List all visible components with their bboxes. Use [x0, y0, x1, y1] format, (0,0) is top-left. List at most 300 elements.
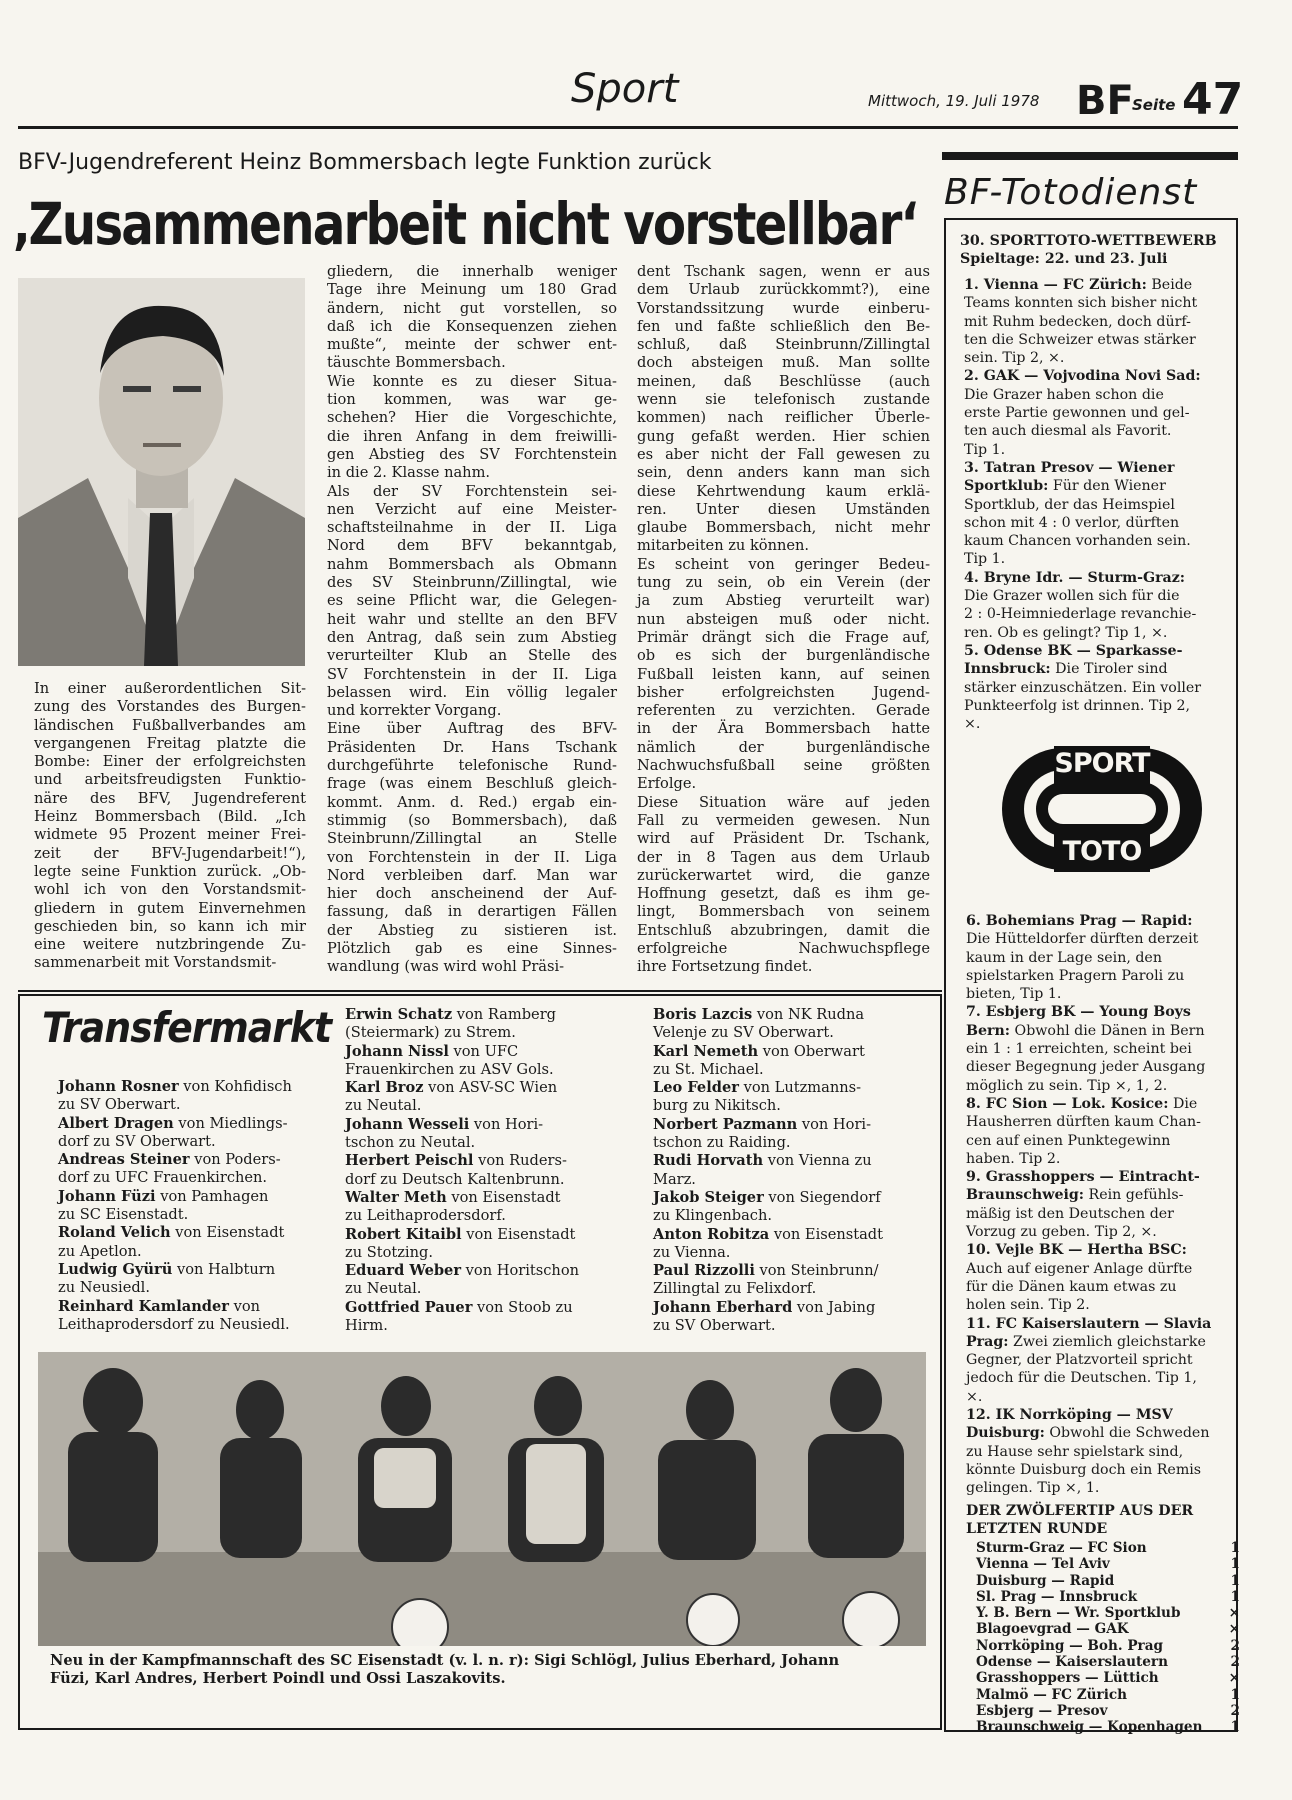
line-text: mäßig ist den Deutschen der [966, 1205, 1174, 1222]
text-line [653, 1299, 916, 1317]
text-line: wandlung (was wird wohl Präsi- [327, 958, 565, 976]
bold-name: 8. FC Sion — Lok. Kosice: [966, 1095, 1169, 1112]
line-text: Hirm. [345, 1317, 388, 1335]
bold-name: Jakob Steiger [653, 1188, 764, 1206]
text-line [58, 1224, 323, 1242]
text-line: und arbeitsfreudigsten Funktio- [34, 771, 306, 789]
text-line [653, 1134, 916, 1152]
bold-name: 1. Vienna — FC Zürich: [964, 277, 1147, 293]
text-line: Diese Situation wäre auf jeden [637, 793, 930, 811]
text-line [966, 1369, 1232, 1387]
text-line: zeit der BFV-Jugendarbeit!“), [34, 844, 306, 862]
line-text: zu Neutal. [345, 1280, 422, 1298]
text-line [964, 441, 1230, 459]
text-line [964, 550, 1230, 568]
text-line [653, 1244, 916, 1262]
text-line [345, 1244, 619, 1262]
text-line [345, 1134, 619, 1152]
line-text: von ASV-SC Wien [423, 1079, 558, 1097]
text-line: nämlich der burgenländische [637, 738, 930, 756]
text-line: vergangenen Freitag platzte die [34, 734, 306, 752]
toto-tips-6-12 [966, 912, 1232, 1498]
bold-name: Boris Lazcis [653, 1006, 753, 1023]
text-line: DER ZWÖLFERTIP AUS DER [966, 1503, 1194, 1519]
text-line: dem Urlaub zurückkommt?), eine [637, 281, 930, 299]
text-line: ändern, nicht gut vorstellen, so [327, 299, 617, 317]
line-text: zu Apetlon. [58, 1242, 142, 1260]
text-line [345, 1043, 619, 1061]
line-text: Zillingtal zu Felixdorf. [653, 1280, 817, 1298]
text-line [345, 1006, 619, 1024]
bold-name: Erwin Schatz [345, 1006, 453, 1023]
bold-name: Rudi Horvath [653, 1152, 764, 1170]
text-line: mitarbeiten zu können. [637, 537, 810, 555]
bold-name: 2. GAK — Vojvodina Novi Sad: [964, 368, 1201, 385]
text-line [58, 1243, 323, 1261]
text-line [345, 1317, 619, 1335]
text-line [653, 1152, 916, 1170]
text-line: belassen wird. Ein völlig legaler [327, 683, 617, 701]
bold-name: Bern: [966, 1022, 1011, 1039]
text-line: Eine über Auftrag des BFV- [327, 720, 617, 738]
text-line: durchgeführte telefonische Rund- [327, 757, 617, 775]
text-line [345, 1079, 619, 1097]
text-line: gung gefaßt werden. Hier schien [637, 427, 930, 445]
result-row [976, 1687, 1240, 1703]
bold-name: 3. Tatran Presov — Wiener [964, 459, 1175, 476]
result-row [976, 1703, 1240, 1719]
text-line: Steinbrunn/Zillingtal an Stelle [327, 830, 617, 848]
toto-title: BF-Totodienst [944, 172, 1198, 213]
text-line: stimmig (so Bommersbach), daß [327, 811, 617, 829]
line-text: von Ruders- [473, 1152, 567, 1170]
text-line [964, 386, 1230, 404]
text-line: heit wahr und stellte an den BFV [327, 610, 617, 628]
line-text: kaum in der Lage sein, den [966, 949, 1162, 966]
line-text: erste Partie gewonnen und gel- [964, 405, 1190, 422]
result-row [976, 1573, 1240, 1589]
result-match: Sl. Prag — Innsbruck [976, 1588, 1138, 1605]
text-line [345, 1152, 619, 1170]
line-text: Hausherren dürften kaum Chan- [966, 1114, 1201, 1131]
result-match: Y. B. Bern — Wr. Sportklub [976, 1605, 1181, 1622]
text-line [966, 1168, 1232, 1186]
result-match: Odense — Kaiserslautern [976, 1654, 1168, 1671]
result-match: Braunschweig — Kopenhagen [976, 1719, 1203, 1736]
text-line [58, 1206, 323, 1224]
bold-name: 4. Bryne Idr. — Sturm-Graz: [964, 569, 1186, 586]
transfer-column-3 [653, 1006, 916, 1335]
text-line [966, 1315, 1232, 1333]
result-tip: 1 [1230, 1588, 1240, 1605]
line-text: Beide [1146, 277, 1193, 293]
line-text: holen sein. Tip 2. [966, 1297, 1090, 1314]
bold-name: Karl Broz [345, 1079, 424, 1097]
text-line: wenn sie telefonisch zustande [637, 391, 930, 409]
line-text: stärker einzuschätzen. Ein voller [964, 679, 1202, 696]
text-line [345, 1280, 619, 1298]
text-line [653, 1079, 916, 1097]
text-line [58, 1261, 323, 1279]
bold-name: Johann Füzi [58, 1187, 156, 1205]
bold-name: 7. Esbjerg BK — Young Boys [966, 1004, 1191, 1021]
line-text: von Vienna zu [763, 1152, 872, 1170]
line-text: Die Grazer wollen sich für die [964, 588, 1180, 605]
text-line: tung zu sein, ob ein Verein (der [637, 574, 930, 592]
line-text: von Stoob zu [472, 1298, 573, 1316]
article-bottom-rule [18, 990, 942, 992]
line-text: mit Ruhm bedecken, doch dürf- [964, 313, 1191, 330]
result-match: Malmö — FC Zürich [976, 1686, 1128, 1703]
result-match: Blagoevgrad — GAK [976, 1621, 1129, 1638]
text-line [964, 477, 1230, 495]
text-line [345, 1262, 619, 1280]
text-line [964, 569, 1230, 587]
result-tip: × [1228, 1605, 1240, 1622]
line-text: von Poders- [189, 1151, 281, 1169]
text-line: Vorstandssitzung wurde einberu- [637, 299, 930, 317]
sport-toto-logo-bottom: TOTO [1062, 836, 1142, 867]
line-text: dorf zu SV Oberwart. [58, 1132, 216, 1150]
bold-name: Paul Rizzolli [653, 1262, 755, 1280]
text-line: in der Ära Bommersbach hatte [637, 720, 930, 738]
text-line [964, 605, 1230, 623]
team-drawing [38, 1352, 926, 1646]
text-line: nun absteigen muß oder nicht. [637, 610, 930, 628]
text-line: Bombe: Einer der erfolgreichsten [34, 753, 306, 771]
line-text: könnte Duisburg doch ein Remis [966, 1461, 1202, 1478]
text-line: Wie konnte es zu dieser Situa- [327, 372, 617, 390]
line-text: zu Neutal. [345, 1097, 422, 1115]
team-photo [38, 1352, 926, 1646]
text-line [653, 1189, 916, 1207]
text-line [966, 1095, 1232, 1113]
text-line [653, 1043, 916, 1061]
line-text: ein 1 : 1 erreichten, scheint bei [966, 1041, 1192, 1058]
line-text: dorf zu UFC Frauenkirchen. [58, 1169, 268, 1187]
text-line: der in 8 Tagen aus dem Urlaub [637, 848, 930, 866]
line-text: Die [1168, 1095, 1198, 1112]
line-text: Die Hütteldorfer dürften derzeit [966, 931, 1199, 948]
result-tip: 1 [1230, 1572, 1240, 1589]
text-line [966, 1461, 1232, 1479]
text-line [345, 1207, 619, 1225]
text-line [653, 1006, 916, 1024]
text-line: die ihren Anfang in dem freiwilli- [327, 427, 617, 445]
text-line: geschieden bin, so kann ich mir [34, 917, 306, 935]
text-line [58, 1188, 323, 1206]
text-line [964, 660, 1230, 678]
line-text: von Pamhagen [155, 1187, 269, 1205]
line-text: Tip 1. [964, 441, 1006, 458]
line-text: Die Grazer haben schon die [964, 386, 1164, 403]
line-text: dieser Begegnung jeder Ausgang [966, 1059, 1206, 1076]
text-line: näre des BFV, Jugendreferent [34, 789, 306, 807]
text-line [966, 1333, 1232, 1351]
text-line [966, 1150, 1232, 1168]
text-line: widmete 95 Prozent meiner Frei- [34, 826, 306, 844]
text-line [966, 1479, 1232, 1497]
bold-name: Johann Eberhard [653, 1298, 793, 1316]
text-line: den Antrag, daß sein zum Abstieg [327, 628, 617, 646]
text-line [966, 930, 1232, 948]
text-line [966, 1223, 1232, 1241]
text-line: wohl ich von den Vorstandsmit- [34, 881, 306, 899]
line-text: Tip 1. [964, 551, 1006, 568]
line-text: Auch auf eigener Anlage dürfte [966, 1260, 1193, 1277]
text-line: sein, denn anders kann man sich [637, 464, 930, 482]
text-line [58, 1078, 323, 1096]
text-line: fassung, daß in derartigen Fällen [327, 903, 617, 921]
line-text: ten die Schweizer etwas stärker [964, 331, 1196, 348]
line-text: haben. Tip 2. [966, 1150, 1061, 1167]
text-line [345, 1189, 619, 1207]
section-title: Sport [571, 66, 679, 112]
text-line [966, 1260, 1232, 1278]
text-line: referenten zu verzichten. Gerade [637, 702, 930, 720]
line-text: von Eisenstadt [446, 1188, 561, 1206]
page-number: 47 [1182, 74, 1244, 125]
text-line: lingt, Bommersbach von seinem [637, 903, 930, 921]
text-line [966, 1351, 1232, 1369]
line-text: Punkteerfolg ist drinnen. Tip 2, [964, 697, 1191, 714]
line-text: zu Klingenbach. [653, 1207, 772, 1225]
text-line [966, 1186, 1232, 1204]
result-tip: 1 [1230, 1540, 1240, 1556]
line-text: schon mit 4 : 0 verlor, dürften [964, 514, 1180, 531]
text-line [58, 1316, 323, 1334]
text-line: schluß, daß Steinbrunn/Zillingtal [637, 336, 930, 354]
text-line [345, 1116, 619, 1134]
result-match: Sturm-Graz — FC Sion [976, 1540, 1147, 1556]
article-column-1 [34, 680, 306, 973]
line-text: von Siegendorf [763, 1188, 881, 1206]
line-text: bieten, Tip 1. [966, 986, 1062, 1003]
text-line: täuschte Bommersbach. [327, 354, 506, 372]
line-text: von Hori- [469, 1115, 544, 1133]
bold-name: Duisburg: [966, 1425, 1045, 1442]
result-row [976, 1621, 1240, 1637]
transfer-column-2 [345, 1006, 619, 1335]
bold-name: Johann Wesseli [345, 1115, 470, 1133]
bold-name: Anton Robitza [653, 1225, 770, 1243]
text-line: wird auf Präsident Dr. Tschank, [637, 830, 930, 848]
text-line: eine weitere nutzbringende Zu- [34, 936, 306, 954]
line-text: ×. [964, 716, 981, 733]
text-line: Entschluß abzubringen, damit die [637, 921, 930, 939]
text-line: Erfolge. [637, 775, 697, 793]
text-line [653, 1024, 916, 1042]
line-text: Zwei ziemlich gleichstarke [1008, 1333, 1206, 1350]
text-line: doch absteigen muß. Man sollte [637, 354, 930, 372]
text-line: Primär drängt sich die Frage auf, [637, 628, 930, 646]
header-rule [18, 126, 1238, 129]
text-line: ja zum Abstieg verurteilt war) [637, 592, 930, 610]
text-line: hier doch anscheinend der Auf- [327, 885, 617, 903]
issue-date: Mittwoch, 19. Juli 1978 [868, 92, 1040, 110]
text-line [966, 1040, 1232, 1058]
line-text: (Steiermark) zu Strem. [345, 1024, 516, 1042]
text-line: Tage ihre Meinung um 180 Grad [327, 281, 617, 299]
line-text: von Horitschon [461, 1262, 580, 1280]
text-line: verurteilter Klub an Stelle des [327, 647, 617, 665]
line-text: zu SV Oberwart. [653, 1317, 776, 1335]
text-line [966, 949, 1232, 967]
line-text: spielstarken Pragern Paroli zu [966, 967, 1185, 984]
bold-name: Braunschweig: [966, 1187, 1085, 1204]
line-text: zu St. Michael. [653, 1060, 764, 1078]
result-row [976, 1605, 1240, 1621]
text-line [964, 587, 1230, 605]
text-line: schehen? Hier die Vorgeschichte, [327, 409, 617, 427]
line-text: von NK Rudna [752, 1006, 865, 1023]
line-text: jedoch für die Deutschen. Tip 1, [966, 1370, 1197, 1387]
text-line: es seine Pflicht war, die Gelegen- [327, 592, 617, 610]
bold-name: 6. Bohemians Prag — Rapid: [966, 913, 1193, 929]
bold-name: Innsbruck: [964, 661, 1051, 678]
text-line [964, 367, 1230, 385]
line-text: Marz. [653, 1170, 696, 1188]
bold-name: Karl Nemeth [653, 1042, 759, 1060]
text-line: es aber nicht der Fall gewesen zu [637, 445, 930, 463]
text-line: legte seine Funktion zurück. „Ob- [34, 862, 306, 880]
text-line [966, 1077, 1232, 1095]
text-line [966, 1113, 1232, 1131]
text-line: 30. SPORTTOTO-WETTBEWERB [960, 233, 1217, 249]
text-line [58, 1298, 323, 1316]
text-line [964, 697, 1230, 715]
line-text: burg zu Nikitsch. [653, 1097, 781, 1115]
text-line: gliedern in gutem Einvernehmen [34, 899, 306, 917]
line-text: von Eisenstadt [170, 1224, 285, 1242]
article-column-3 [637, 263, 930, 977]
text-line [653, 1207, 916, 1225]
line-text: von Steinbrunn/ [754, 1262, 879, 1280]
text-line [345, 1061, 619, 1079]
line-text: 2 : 0-Heimniederlage revanchie- [964, 606, 1197, 623]
text-line [966, 967, 1232, 985]
text-line: fen und faßte schließlich den Be- [637, 317, 930, 335]
text-line [966, 1443, 1232, 1461]
result-match: Duisburg — Rapid [976, 1572, 1115, 1589]
text-line: Nachwuchsfußball seine größten [637, 757, 930, 775]
result-tip: 2 [1230, 1702, 1240, 1719]
line-text: Sportklub, der das Heimspiel [964, 496, 1175, 513]
bold-name: Johann Rosner [58, 1078, 179, 1095]
line-text: Die Tiroler sind [1050, 661, 1168, 678]
text-line [964, 532, 1230, 550]
text-line [345, 1171, 619, 1189]
line-text: Leithaprodersdorf zu Neusiedl. [58, 1315, 290, 1333]
line-text: cen auf einen Punktegewinn [966, 1132, 1171, 1149]
result-tip: 1 [1230, 1556, 1240, 1573]
text-line [653, 1280, 916, 1298]
text-line: in die 2. Klasse nahm. [327, 464, 491, 482]
line-text: Vorzug zu geben. Tip 2, ×. [966, 1224, 1157, 1241]
text-line: schaftsteilnahme in der II. Liga [327, 519, 617, 537]
bold-name: Eduard Weber [345, 1262, 462, 1280]
line-text: ten auch diesmal als Favorit. [964, 423, 1172, 440]
text-line: Spieltage: 22. und 23. Juli [960, 251, 1168, 268]
line-text: zu Stotzing. [345, 1243, 433, 1261]
text-line [58, 1279, 323, 1297]
text-line [966, 1296, 1232, 1314]
line-text: von UFC [448, 1042, 519, 1060]
portrait-drawing [18, 278, 305, 666]
text-line: gen Abstieg des SV Forchtenstein [327, 445, 617, 463]
bold-name: Prag: [966, 1333, 1009, 1350]
text-line: gliedern, die innerhalb weniger [327, 263, 617, 280]
text-line [964, 422, 1230, 440]
line-text: sein. Tip 2, ×. [964, 350, 1065, 367]
text-line: In einer außerordentlichen Sit- [34, 680, 306, 697]
text-line: erfolgreiche Nachwuchspflege [637, 939, 930, 957]
bold-name: Robert Kitaibl [345, 1225, 462, 1243]
bold-name: 10. Vejle BK — Hertha BSC: [966, 1242, 1187, 1259]
article-headline: ‚Zusammenarbeit nicht vorstellbar‘ [12, 190, 917, 258]
bold-name: Norbert Pazmann [653, 1115, 798, 1133]
text-line: Fußball leisten kann, auf seinen [637, 665, 930, 683]
text-line [964, 276, 1230, 294]
line-text: ×. [966, 1388, 983, 1405]
line-text: Rein gefühls- [1084, 1187, 1184, 1204]
text-line: Neu in der Kampfmannschaft des SC Eisenstadt (v. l. n. r): Sigi Schlögl, Julius Eberhard, Johann [50, 1652, 840, 1669]
text-line: zurückerwartet wird, die ganze [637, 866, 930, 884]
result-row [976, 1670, 1240, 1686]
toto-tips-1-5 [964, 276, 1230, 733]
text-line [345, 1097, 619, 1115]
text-line [653, 1097, 916, 1115]
line-text: tschon zu Neutal. [345, 1134, 476, 1152]
text-line [964, 624, 1230, 642]
text-line: Plötzlich gab es eine Sinnes- [327, 939, 617, 957]
sport-toto-logo-top: SPORT [1054, 748, 1150, 779]
text-line: LETZTEN RUNDE [966, 1521, 1108, 1538]
text-line: kommen) nach reiflicher Überle- [637, 409, 930, 427]
line-text: von [228, 1297, 261, 1315]
text-line [964, 404, 1230, 422]
text-line: nen Verzicht auf eine Meister- [327, 500, 617, 518]
line-text: Gegner, der Platzvorteil spricht [966, 1352, 1193, 1369]
bold-name: Andreas Steiner [58, 1151, 190, 1169]
results-title [966, 1502, 1232, 1539]
transfer-title: Transfermarkt [42, 1003, 332, 1052]
line-text: von Halbturn [172, 1260, 276, 1278]
toto-intro [960, 232, 1226, 269]
line-text: von Jabing [792, 1298, 876, 1316]
text-line [966, 912, 1232, 930]
text-line [58, 1169, 323, 1187]
line-text: gelingen. Tip ×, 1. [966, 1480, 1100, 1497]
result-tip: 2 [1230, 1637, 1240, 1654]
toto-top-rule [942, 152, 1238, 160]
line-text: Teams konnten sich bisher nicht [964, 295, 1198, 312]
newspaper-logo: BF [1076, 78, 1134, 124]
text-line: SV Forchtenstein in der II. Liga [327, 665, 617, 683]
bold-name: Herbert Peischl [345, 1152, 474, 1170]
result-row [976, 1719, 1240, 1735]
text-line [653, 1317, 916, 1335]
line-text: von Lutzmanns- [738, 1079, 862, 1097]
result-row [976, 1556, 1240, 1572]
bold-name: Reinhard Kamlander [58, 1297, 229, 1315]
text-line [966, 985, 1232, 1003]
result-row [976, 1654, 1240, 1670]
text-line [966, 1278, 1232, 1296]
text-line: tion kommen, was war ge- [327, 391, 617, 409]
line-text: von Eisenstadt [769, 1225, 884, 1243]
bold-name: Leo Felder [653, 1079, 739, 1097]
